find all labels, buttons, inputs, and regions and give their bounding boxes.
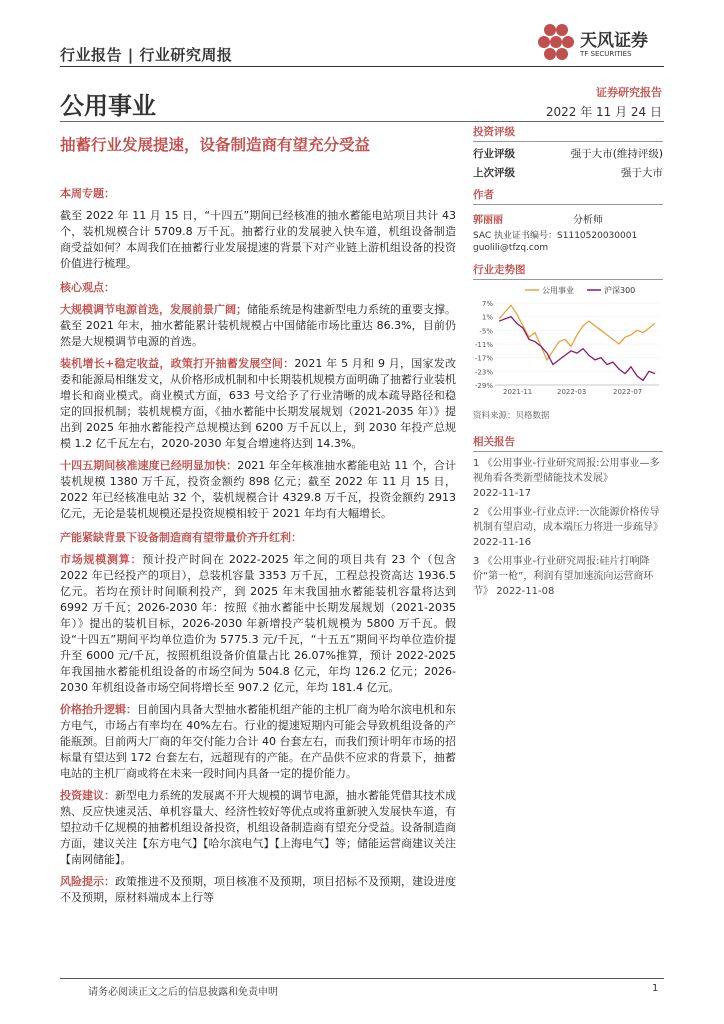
related-report-date: 2022-11-08	[496, 586, 555, 597]
point-text: 预计投产时间在 2022-2025 年之间的项目共有 23 个（包含 2022 年已经投产的项目），总装机容量 3353 万千瓦，工程总投资高达 1936.5 亿元。若均在预计时间顺利投产，到 2025 年末我国抽水蓄能装机容量将达到 6992 万千瓦；2026-2030 年：按照《抽水蓄能中长期发展规划（2021-2035 年）》提出的装机目标，2026-2030 年新增投产装机规模为 5800 万千瓦。假设“十四五”期间平均单位造价为 5775.3 元/千瓦，“十五五”期间平均单位造价提升至 6000 元/千瓦，按照机组设备价值量占比 26.07%推算，预计 2022-2025 年我国抽水蓄能机组设备的市场空间为 504.8 亿元，年均 126.2 亿元；2026-2030 年机组设备市场空间将增长至 907.2 亿元，年均 181.4 亿元。	[60, 553, 456, 694]
series-line-hs300	[499, 317, 655, 381]
logo-cn: 天风证券	[580, 31, 648, 51]
related-report-date: 2022-11-16	[473, 537, 532, 548]
point-text: 2021 年全年核准抽水蓄能电站 11 个，合计装机规模 1380 万千瓦，投资金额约 898 亿元；截至 2022 年 11 月 15 日，2022 年已经核准电站 32 个，装机规模合计 4329.8 万千瓦，投资金额约 2913 亿元，无论是装机规模还是投资规模相较于 2021 年均有大幅增长。	[60, 459, 456, 520]
point-paragraph	[60, 874, 456, 906]
rating-value: 强于大市	[621, 167, 663, 179]
author-name: 郭丽丽	[473, 215, 503, 226]
trend-section	[473, 262, 663, 280]
footer-divider	[60, 978, 664, 979]
main-title: 抽蓄行业发展提速，设备制造商有望充分受益	[60, 136, 371, 154]
y-tick-label: 7%	[481, 300, 493, 308]
x-tick-label: 2021-11	[503, 388, 533, 396]
sector-title: 公用事业	[60, 92, 156, 120]
rating-section	[473, 124, 663, 180]
company-logo	[536, 22, 666, 66]
topic-heading: 本周专题：	[60, 187, 115, 200]
y-tick-label: 1%	[481, 313, 493, 322]
header-divider	[60, 66, 664, 67]
rating-row	[473, 165, 663, 180]
point-paragraph	[60, 530, 456, 546]
trend-heading: 行业走势图	[473, 262, 663, 280]
rating-key: 上次评级	[473, 167, 515, 179]
point-text: 政策推进不及预期，项目核准不及预期，项目招标不及预期，建设进度不及预期，原材料端成本上行等	[60, 875, 456, 904]
y-tick-label: -5%	[479, 327, 493, 336]
rating-heading: 投资评级	[473, 124, 663, 142]
related-report-text[interactable]: 3 《公用事业-行业研究周报:硅片打响降价“第一枪”，利润有望加速流向运营商环节》	[473, 556, 654, 597]
related-report-item[interactable]	[473, 554, 663, 599]
point-paragraph	[60, 788, 456, 868]
report-body	[60, 186, 456, 912]
point-heading: 装机增长+稳定收益，政策打开抽蓄发展空间：	[60, 357, 295, 370]
author-cert: SAC 执业证书编号：S1110520030001	[473, 231, 638, 241]
report-label: 证券研究报告	[596, 86, 662, 99]
point-heading: 风险提示：	[60, 875, 115, 888]
author-email[interactable]: guolili@tfzq.com	[473, 243, 549, 253]
logo-en: TF SECURITIES	[580, 50, 632, 58]
related-section	[473, 434, 663, 599]
topic-paragraph: 截至 2022 年 11 月 15 日，“十四五”期间已经核准的抽水蓄能电站项目共计 43 个，装机规模合计 5709.8 万千瓦。抽蓄行业的发展驶入快车道，机组设备制造商受益如何？本周我们在抽蓄行业发展提速的背景下对产业链上游机组设备的投资价值进行梳理。	[60, 209, 456, 270]
title-divider	[60, 121, 664, 122]
point-text: 新型电力系统的发展离不开大规模的调节电源，抽水蓄能凭借其技术成熟、反应快速灵活、单机容量大、经济性较好等优点或将重新驶入发展快车道，有望拉动千亿规模的抽蓄机组设备投资，机组设备制造商有望充分受益。设备制造商方面，建议关注【东方电气】【哈尔滨电气】【上海电气】等；储能运营商建议关注【南网储能】。	[60, 789, 456, 866]
y-tick-label: -11%	[474, 341, 493, 349]
point-paragraph	[60, 702, 456, 782]
point-paragraph	[60, 356, 456, 452]
author-heading: 作者	[473, 187, 663, 205]
rating-row	[473, 146, 663, 161]
point-text: 储能系统是构建新型电力系统的重要支撑。截至 2021 年末，抽水蓄能累计装机规模占中国储能市场比重达 86.3%，目前仍然是大规模调节电源的首选。	[60, 303, 456, 348]
rating-value: 强于大市(维持评级)	[570, 148, 663, 160]
x-tick-label: 2022-03	[557, 388, 587, 396]
point-text: 2021 年 5 月和 9 月，国家发改委和能源局相继发文，从价格形成机制和中长期装机规模方面明确了抽蓄行业装机增长和商业模式。商业模式方面，633 号文给予了行业清晰的成本疏导路径和稳定的回报机制；装机规模方面，《抽水蓄能中长期发展规划（2021-2035 年）》提出到 2025 年抽水蓄能投产总规模达到 6200 万千瓦以上，到 2030 年投产总规模 1.2 亿千瓦左右，2020-2030 年复合增速将达到 14.3%。	[60, 357, 456, 450]
related-heading: 相关报告	[473, 434, 663, 452]
y-tick-label: -17%	[474, 354, 493, 363]
author-role: 分析师	[573, 215, 603, 226]
author-line	[473, 211, 603, 226]
x-tick-label: 2022-07	[613, 388, 643, 396]
page-number: 1	[652, 983, 659, 994]
author-section	[473, 187, 663, 253]
trend-chart	[473, 283, 663, 405]
related-report-text[interactable]: 1 《公用事业-行业研究周报:公用事业—多视角看各类新型储能技术发展》	[473, 458, 660, 484]
tf-logo-icon	[536, 22, 576, 66]
point-heading: 投资建议：	[60, 789, 115, 802]
point-paragraph	[60, 458, 456, 522]
series-line-utilities	[499, 305, 655, 360]
rating-key: 行业评级	[473, 148, 515, 160]
report-type: 行业报告 | 行业研究周报	[60, 46, 233, 64]
y-tick-label: -29%	[474, 382, 493, 390]
point-paragraph	[60, 552, 456, 696]
point-heading: 市场规模测算：	[60, 553, 143, 566]
y-tick-label: -23%	[474, 368, 493, 377]
report-date: 2022 年 11 月 24 日	[545, 105, 662, 119]
related-report-date: 2022-11-17	[473, 488, 532, 499]
related-report-item[interactable]	[473, 456, 663, 501]
point-text: 目前国内具备大型抽水蓄能机组产能的主机厂商为哈尔滨电机和东方电气，市场占有率均在 40%左右。行业的提速短期内可能会导致机组设备的产能瓶颈。目前两大厂商的年交付能力合计 40 台套左右，而我们预计明年市场的招标量有望达到 172 台套左右，远超现有的产能。在产品供不应求的背景下，抽蓄电站的主机厂商或将在未来一段时间内具备一定的提价能力。	[60, 703, 456, 780]
point-heading: 十四五期间核准速度已经明显加快：	[60, 459, 238, 472]
point-heading: 大规模调节电源首选，发展前景广阔；	[60, 303, 247, 316]
chart-source: 资料来源：贝格数据	[473, 411, 550, 421]
point-heading: 价格抬升逻辑：	[60, 703, 137, 716]
footer-disclaimer: 请务必阅读正文之后的信息披露和免责申明	[88, 987, 278, 998]
legend-label: 公用事业	[542, 286, 574, 295]
core-heading: 核心观点：	[60, 281, 115, 294]
related-report-text[interactable]: 2 《公用事业-行业点评:一次能源价格传导机制有望启动，成本端压力将进一步疏导》	[473, 507, 663, 533]
point-heading: 产能紧缺背景下设备制造商有望带量价齐升红利：	[60, 531, 302, 544]
legend-label: 沪深300	[604, 286, 636, 295]
related-report-item[interactable]	[473, 505, 663, 550]
point-paragraph	[60, 302, 456, 350]
